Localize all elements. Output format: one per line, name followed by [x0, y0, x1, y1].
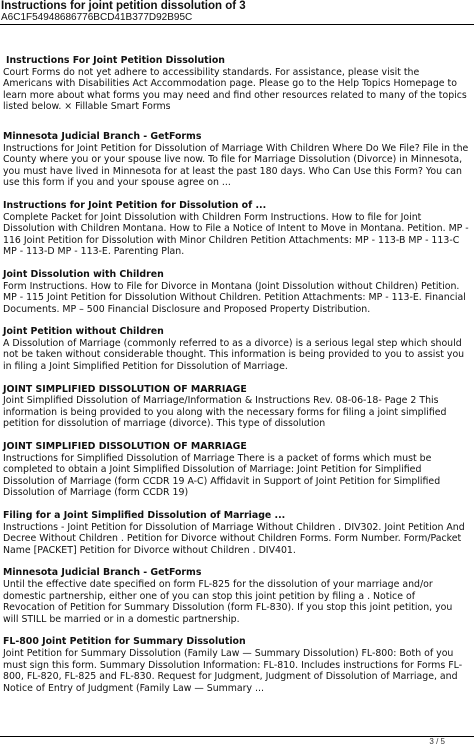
entry: [3, 567, 469, 625]
entry: [3, 636, 469, 694]
entry-list: [3, 131, 469, 694]
page-number: 3 / 5: [429, 737, 445, 746]
entry: [3, 200, 469, 258]
entry-text: Form Instructions. How to File for Divorce in Montana (Joint Dissolution without Children) Petition. MP - 115 Joint Petition for Dissolution Without Children. Petition Attachments: MP - 113-E. Financial Documents. MP – 500 Financial Disclosure and Proposed Property Distribution.: [3, 280, 466, 315]
content-title: Instructions For Joint Petition Dissolution: [6, 55, 225, 66]
entry-title: JOINT SIMPLIFIED DISSOLUTION OF MARRIAGE: [3, 383, 247, 395]
entry-title: Minnesota Judicial Branch - GetForms: [3, 130, 202, 142]
document-header: [0, 0, 474, 23]
entry-title: Joint Dissolution with Children: [3, 268, 164, 280]
entry: [3, 326, 469, 372]
document-id: A6C1F54948686776BCD41B377D92B95C: [1, 12, 193, 23]
entry-title: Joint Petition without Children: [3, 326, 164, 338]
entry-title: Minnesota Judicial Branch - GetForms: [3, 567, 202, 579]
entry: [3, 510, 469, 556]
entry-text: Instructions for Joint Petition for Dissolution of Marriage With Children Where Do We File? File in the County where you or your spouse live now. To file for Marriage Dissolution (Divorce) in Minnesota, you must have lived in Minnesota for at least the past 180 days. Who Can Use this Form? You can use this form if you and your spouse agree on ...: [3, 142, 469, 189]
entry-text: Until the effective date specified on form FL-825 for the dissolution of your marriage and/or domestic partnership, either one of you can stop this joint petition by filing a . Notice of Revocation of Petition for Summary Dissolution (form FL-830). If you stop this joint petition, you will STILL be married or in a domestic partnership.: [3, 578, 453, 625]
footer-divider: [0, 736, 474, 737]
header-divider: [0, 24, 474, 25]
intro-paragraph: Court Forms do not yet adhere to accessibility standards. For assistance, please visit the Americans with Disabilities Act Accommodation page. Please go to the Help Topics Homepage to learn more about what forms you may need and find other resources related to many of the topics listed below. × Fillable Smart Forms: [3, 66, 467, 113]
document-title: Instructions for joint petition dissolution of 3: [1, 0, 246, 12]
entry-title: JOINT SIMPLIFIED DISSOLUTION OF MARRIAGE: [3, 441, 247, 453]
entry: [3, 269, 469, 315]
entry: [3, 131, 469, 189]
entry-text: Joint Petition for Summary Dissolution (Family Law — Summary Dissolution) FL-800: Both of you must sign this form. Summary Dissolution Information: FL-810. Includes instructions for Forms FL-800, FL-820, FL-825 and FL-830. Request for Judgment, Judgment of Dissolution of Marriage, and Notice of Entry of Judgment (Family Law — Summary ...: [3, 647, 463, 694]
entry-text: Instructions - Joint Petition for Dissolution of Marriage Without Children . DIV302. Joint Petition And Decree Without Children . Petition for Divorce without Children Forms. Form Number. Form/Packet Name [PACKET] Petition for Divorce without Children . DIV401.: [3, 521, 465, 556]
entry-title: Instructions for Joint Petition for Dissolution of ...: [3, 199, 267, 211]
document-body: [3, 55, 469, 705]
entry-text: Joint Simplified Dissolution of Marriage/Information & Instructions Rev. 08-06-18- Page 2 This information is being provided to you along with the necessary forms for filing a joint simplified petition for dissolution of marriage (divorce). This type of dissolution: [3, 395, 447, 430]
entry-title: Filing for a Joint Simplified Dissolution of Marriage ...: [3, 510, 286, 521]
entry-text: A Dissolution of Marriage (commonly referred to as a divorce) is a serious legal step which should not be taken without considerable thought. This information is being provided to you to assist you in filing a Joint Simplified Petition for Dissolution of Marriage.: [3, 337, 465, 373]
entry: [3, 384, 469, 430]
entry: [3, 441, 469, 499]
entry-title: FL-800 Joint Petition for Summary Dissolution: [3, 636, 246, 648]
entry-text: Instructions for Simplified Dissolution of Marriage There is a packet of forms which must be completed to obtain a Joint Simplified Dissolution of Marriage: Joint Petition for Simplified Dissolution of Marriage (form CCDR 19 A-C) Affidavit in Support of Joint Petition for Simplified Dissolution of Marriage (form CCDR 19): [3, 452, 441, 499]
entry-text: Complete Packet for Joint Dissolution with Children Form Instructions. How to file for Joint Dissolution with Children Montana. How to File a Notice of Intent to Move in Montana. Petition. MP - 116 Joint Petition for Dissolution with Minor Children Petition Attachments: MP - 113-B MP - 113-C MP - 113-D MP - 113-E. Parenting Plan.: [3, 211, 469, 258]
